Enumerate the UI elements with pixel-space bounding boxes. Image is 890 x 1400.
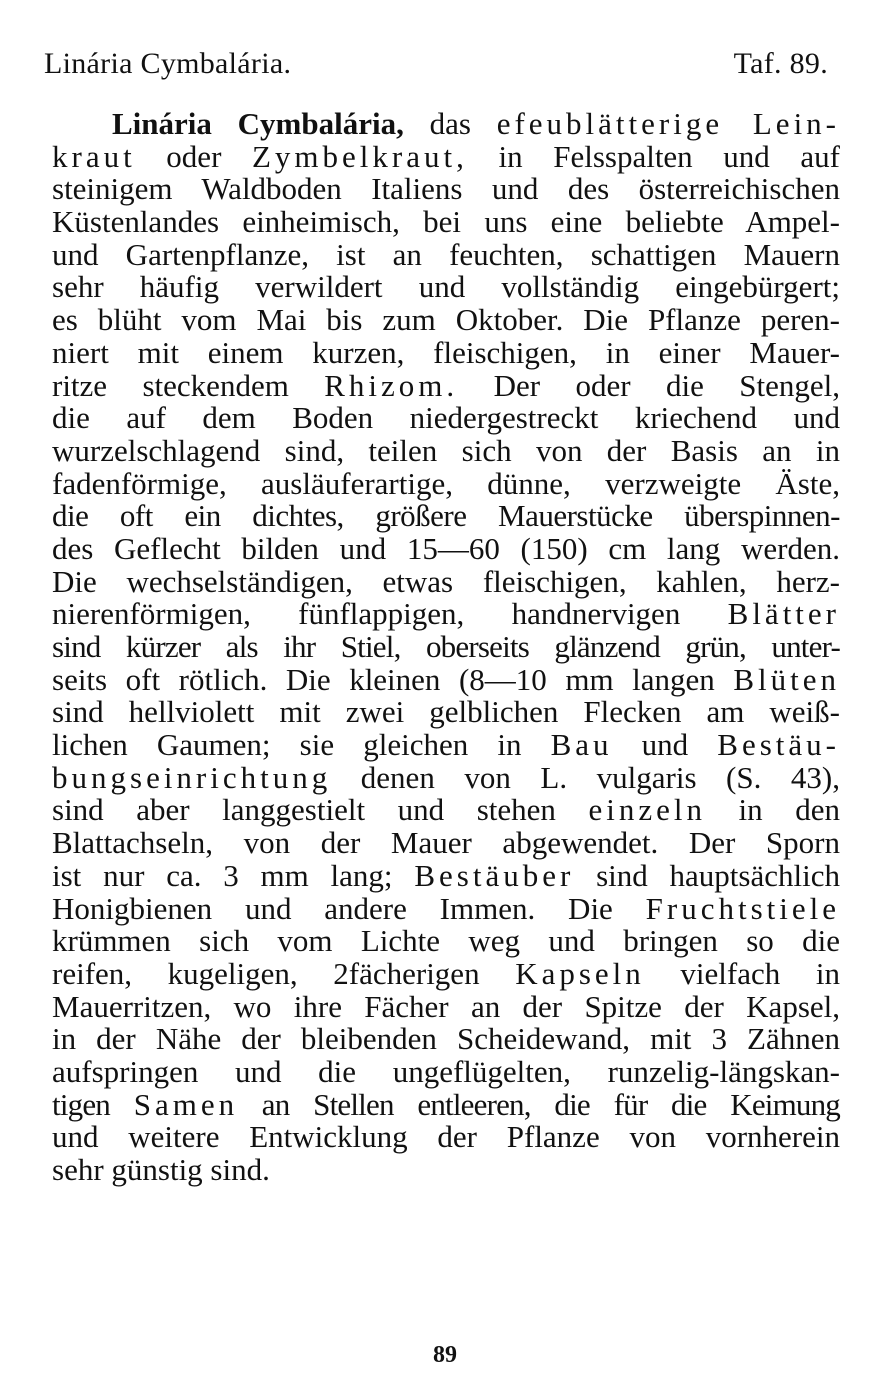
text-line: tigen Samen an Stellen entleeren, die für die Keimung [52, 1086, 841, 1122]
text-line: die auf dem Boden niedergestreckt kriechend und [52, 400, 840, 436]
text-line: steinigem Waldboden Italiens und des österreichischen [52, 171, 840, 207]
text-line: aufspringen und die ungeflügelten, runzelig-längskan- [52, 1053, 840, 1089]
spaced-term: Fruchtstiele [645, 890, 840, 926]
text-line: fadenförmige, ausläuferartige, dünne, verzweigte Äste, [52, 465, 840, 501]
text-line: niert mit einem kurzen, fleischigen, in einer Mauer- [52, 334, 840, 370]
lemma-heading: Linária Cymbalária, [112, 106, 404, 141]
text-line: es blüht vom Mai bis zum Oktober. Die Pflanze peren- [52, 302, 840, 338]
text-line: wurzelschlagend sind, teilen sich von der Basis an in [52, 432, 840, 468]
plate-reference: Taf. 89. [733, 47, 828, 80]
text-line: krümmen sich vom Lichte weg und bringen so die [52, 923, 840, 959]
spaced-term: Blätter [727, 596, 840, 632]
text-line: sehr häufig verwildert und vollständig eingebürgert; [52, 269, 840, 305]
spaced-term: Bestäuber [414, 857, 575, 893]
spaced-term: Samen [133, 1086, 239, 1122]
text-line: in der Nähe der bleibenden Scheidewand, mit 3 Zähnen [52, 1021, 840, 1057]
spaced-term: Bestäu- [717, 727, 840, 763]
text-line: nierenförmigen, fünflappigen, handnervigen Blätter [52, 596, 840, 632]
text-line: sind kürzer als ihr Stiel, oberseits glänzend grün, unter- [52, 629, 840, 664]
spaced-term: Zymbelkraut, [252, 138, 468, 174]
spaced-term: einzeln [588, 792, 706, 828]
spaced-term: Rhizom. [324, 367, 459, 403]
text-line: sind hellviolett mit zwei gelblichen Flecken am weiß- [52, 694, 840, 730]
description-paragraph [52, 108, 840, 1187]
text-line: Küstenlandes einheimisch, bei uns eine beliebte Ampel- [52, 204, 840, 240]
text-line: lichen Gaumen; sie gleichen in Bau und Bestäu- [52, 727, 840, 763]
spaced-term: Bau [550, 727, 613, 763]
page-number: 89 [433, 1342, 457, 1368]
text-line: Honigbienen und andere Immen. Die Fruchtstiele [52, 890, 840, 926]
text-line: des Geflecht bilden und 15—60 (150) cm lang werden. [52, 530, 840, 566]
spaced-term: efeublätterige Lein- [496, 106, 841, 141]
text-line: sind aber langgestielt und stehen einzeln in den [52, 792, 840, 828]
text-line: Linária Cymbalária, das efeublätterige Lein- [112, 106, 841, 141]
spaced-term: kraut [52, 138, 136, 174]
running-title: Linária Cymbalária. [44, 47, 292, 80]
spaced-term: Blüten [733, 661, 840, 697]
text-line: reifen, kugeligen, 2fächerigen Kapseln vielfach in [52, 955, 840, 991]
text-line: und weitere Entwicklung der Pflanze von vornherein [52, 1119, 840, 1155]
text-line: sehr günstig sind. [52, 1152, 270, 1187]
spaced-term: bungseinrichtung [52, 759, 332, 795]
text-line: und Gartenpflanze, ist an feuchten, schattigen Mauern [52, 236, 840, 272]
text-line: Mauerritzen, wo ihre Fächer an der Spitze der Kapsel, [52, 988, 840, 1024]
text-line: die oft ein dichtes, größere Mauerstücke überspinnen- [52, 498, 840, 534]
text-line: ist nur ca. 3 mm lang; Bestäuber sind hauptsächlich [52, 857, 840, 893]
spaced-term: Kapseln [515, 955, 645, 991]
text-line: Blattachseln, von der Mauer abgewendet. Der Sporn [52, 825, 840, 861]
text-line: ritze steckendem Rhizom. Der oder die Stengel, [52, 367, 840, 403]
text-line: seits oft rötlich. Die kleinen (8—10 mm langen Blüten [52, 661, 840, 697]
text-line: kraut oder Zymbelkraut, in Felsspalten und auf [52, 138, 840, 174]
text-line: Die wechselständigen, etwas fleischigen, kahlen, herz- [52, 563, 840, 599]
text-line: bungseinrichtung denen von L. vulgaris (S. 43), [52, 759, 840, 795]
